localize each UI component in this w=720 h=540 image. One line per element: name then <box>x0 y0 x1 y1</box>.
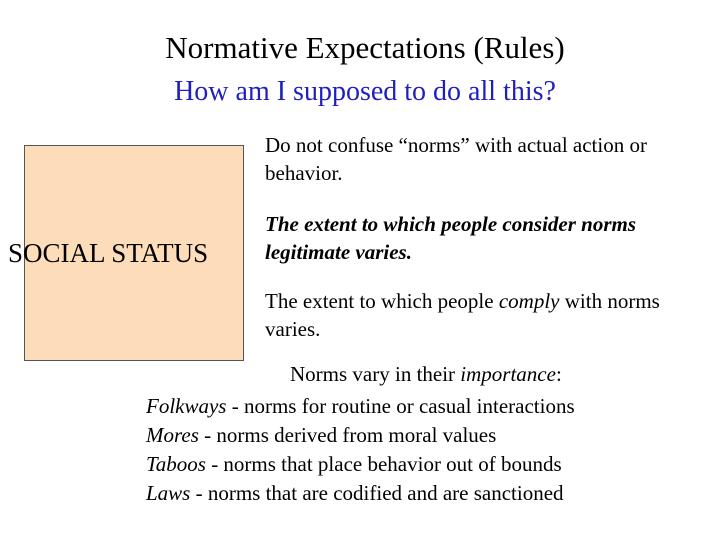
slide-subtitle: How am I supposed to do all this? <box>174 76 556 107</box>
paragraph-legitimacy: The extent to which people consider norms legitimate varies. <box>265 212 637 264</box>
slide-title: Normative Expectations (Rules) <box>165 30 565 65</box>
norm-type-mores <box>146 421 496 449</box>
norm-type-definition: - norms that place behavior out of bounds <box>205 452 562 476</box>
norm-type-definition: - norms for routine or casual interactions <box>226 394 575 418</box>
paragraph-norms-vs-behavior: Do not confuse “norms” with actual action or behavior. <box>265 133 647 185</box>
norm-type-folkways <box>146 392 575 420</box>
norm-types-intro-start: Norms vary in their <box>290 362 461 386</box>
norm-type-term: Laws <box>146 481 191 505</box>
norm-type-definition: - norms that are codified and are sanctioned <box>190 481 564 505</box>
paragraph-compliance-text-start: The extent to which people <box>265 289 499 313</box>
social-status-label: SOCIAL STATUS <box>8 238 209 268</box>
norm-type-taboos <box>146 450 562 478</box>
norm-types-intro-end: : <box>555 362 562 386</box>
norm-type-term: Mores <box>146 423 199 447</box>
paragraph-compliance <box>265 287 685 343</box>
norm-type-term: Taboos <box>146 452 206 476</box>
paragraph-compliance-emphasis: comply <box>498 289 560 313</box>
paragraph-compliance-text-end: with norms varies. <box>265 289 660 341</box>
norm-type-laws <box>146 479 564 507</box>
norm-types-intro-emphasis: importance <box>460 362 556 386</box>
norm-types-intro <box>290 360 562 388</box>
norm-type-term: Folkways <box>146 394 227 418</box>
norm-type-definition: - norms derived from moral values <box>198 423 497 447</box>
